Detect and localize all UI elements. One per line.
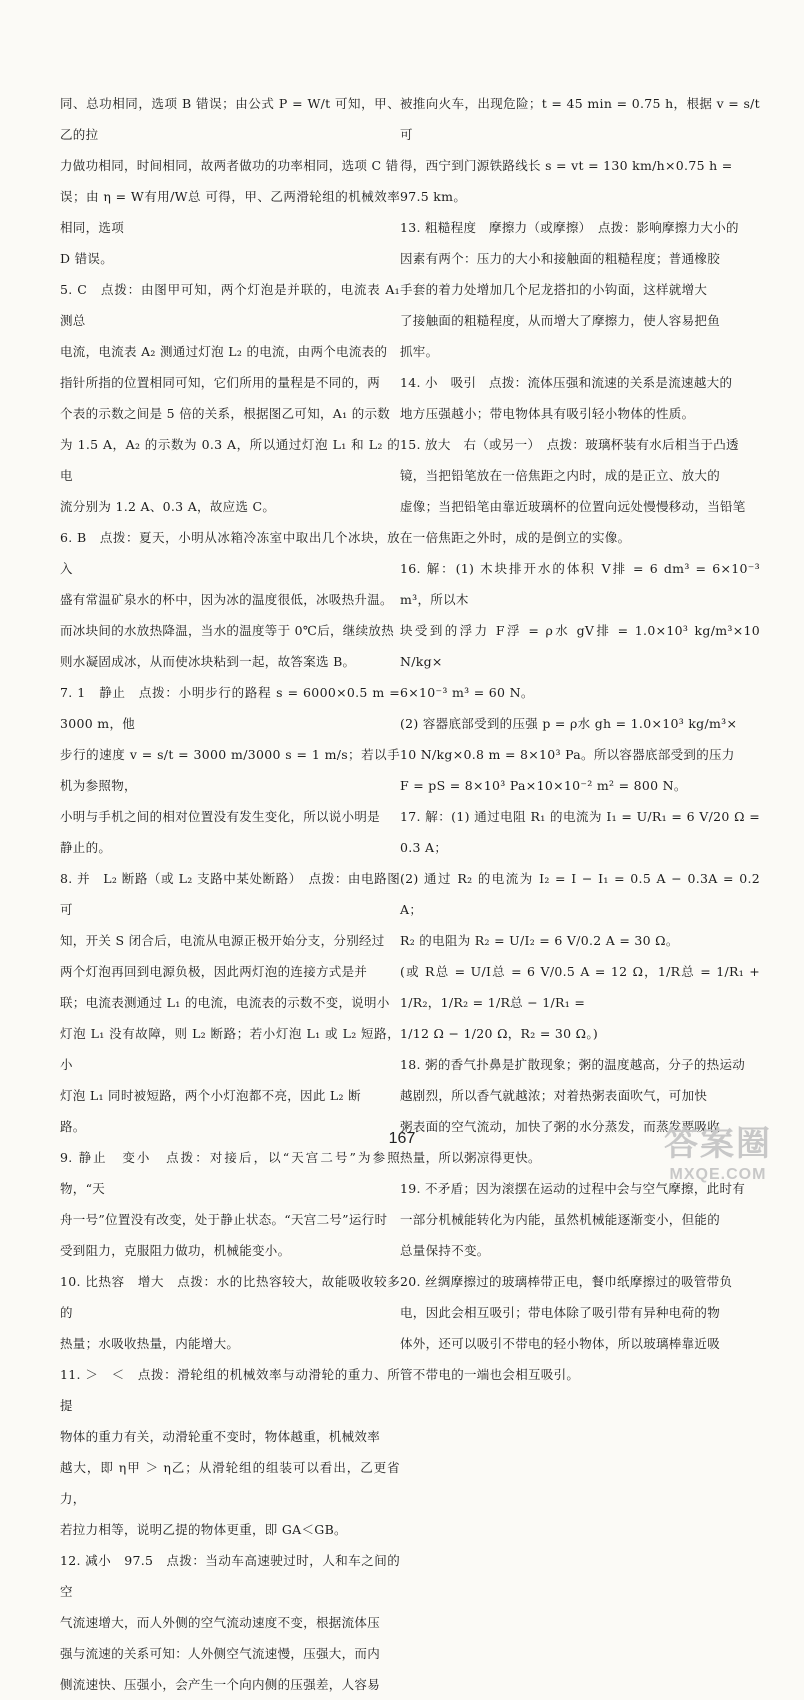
answer-line: 电流，电流表 A₂ 测通过灯泡 L₂ 的电流，由两个电流表的 [60, 344, 388, 359]
answer-line: 虚像；当把铅笔由靠近玻璃杯的位置向远处慢慢移动，当铅笔 [400, 499, 746, 514]
answer-item [60, 522, 400, 677]
answer-line: 18. 粥的香气扑鼻是扩散现象；粥的温度越高，分子的热运动 [400, 1057, 746, 1072]
answer-line: 力做功相同，时间相同，故两者做功的功率相同，选项 C 错 [60, 158, 399, 173]
answer-item [60, 1142, 400, 1266]
answer-line: 总量保持不变。 [400, 1243, 490, 1258]
answer-line: 一部分机械能转化为内能，虽然机械能逐渐变小，但能的 [400, 1212, 721, 1227]
answer-line: 为 1.5 A，A₂ 的示数为 0.3 A，所以通过灯泡 L₁ 和 L₂ 的电 [60, 437, 400, 483]
answer-line: 则水凝固成冰，从而使冰块粘到一起，故答案选 B。 [60, 654, 356, 669]
right-column [400, 88, 760, 1390]
answer-item [60, 677, 400, 863]
answer-line: 13. 粗糙程度 摩擦力（或摩擦） 点拨：影响摩擦力大小的 [400, 220, 739, 235]
answer-line: 电，因此会相互吸引；带电体除了吸引带有异种电荷的物 [400, 1305, 721, 1320]
answer-line: 小明与手机之间的相对位置没有发生变化，所以说小明是 [60, 809, 381, 824]
answer-line: 流分别为 1.2 A、0.3 A，故应选 C。 [60, 499, 276, 514]
answer-line: 10. 比热容 增大 点拨：水的比热容较大，故能吸收较多的 [60, 1274, 400, 1320]
answer-item [400, 553, 760, 801]
watermark-text: 答案圈 [664, 1125, 772, 1163]
answer-line: 15. 放大 右（或另一） 点拨：玻璃杯装有水后相当于凸透 [400, 437, 739, 452]
answer-line: F = pS = 8×10³ Pa×10×10⁻² m² = 800 N。 [400, 778, 687, 793]
answer-line: 6×10⁻³ m³ = 60 N。 [400, 685, 534, 700]
answer-line: 侧流速快、压强小，会产生一个向内侧的压强差，人容易 [60, 1677, 381, 1692]
watermark-url: MXQE.COM [669, 1166, 767, 1183]
answer-line: 受到阻力，克服阻力做功，机械能变小。 [60, 1243, 291, 1258]
answer-line: 块受到的浮力 F浮 = ρ水 gV排 = 1.0×10³ kg/m³×10 N/kg× [400, 623, 760, 669]
answer-line: 19. 不矛盾；因为滚摆在运动的过程中会与空气摩擦，此时有 [400, 1181, 746, 1196]
answer-line: 若拉力相等，说明乙提的物体更重，即 GA＜GB。 [60, 1522, 347, 1537]
answer-line: 静止的。 [60, 840, 112, 855]
answer-line: 7. 1 静止 点拨：小明步行的路程 s = 6000×0.5 m = 3000 m，他 [60, 685, 400, 731]
answer-line: 12. 减小 97.5 点拨：当动车高速驶过时，人和车之间的空 [60, 1553, 400, 1599]
answer-line: 越剧烈，所以香气就越浓；对着热粥表面吹气，可加快 [400, 1088, 708, 1103]
answer-line: 灯泡 L₁ 没有故障，则 L₂ 断路；若小灯泡 L₁ 或 L₂ 短路，小 [60, 1026, 400, 1072]
answer-line: 步行的速度 v = s/t = 3000 m/3000 s = 1 m/s；若以手机为参照物， [60, 747, 400, 793]
answer-line: 1/12 Ω − 1/20 Ω，R₂ = 30 Ω。) [400, 1026, 599, 1041]
answer-line: 得，西宁到门源铁路线长 s = vt = 130 km/h×0.75 h = [400, 158, 733, 173]
answer-line: 联；电流表测通过 L₁ 的电流，电流表的示数不变，说明小 [60, 995, 390, 1010]
answer-line: 指针所指的位置相同可知，它们所用的量程是不同的，两 [60, 375, 381, 390]
answer-line: 11. ＞ ＜ 点拨：滑轮组的机械效率与动滑轮的重力、所提 [60, 1367, 400, 1413]
answer-item [400, 429, 760, 553]
answer-line: 6. B 点拨：夏天，小明从冰箱冷冻室中取出几个冰块，放入 [60, 530, 400, 576]
answer-line: 两个灯泡再回到电源负极，因此两灯泡的连接方式是并 [60, 964, 368, 979]
answer-line: 误；由 η = W有用/W总 可得，甲、乙两滑轮组的机械效率相同，选项 [60, 189, 400, 235]
answer-line: 因素有两个：压力的大小和接触面的粗糙程度；普通橡胶 [400, 251, 721, 266]
answer-item [400, 801, 760, 1049]
answer-line: 8. 并 L₂ 断路（或 L₂ 支路中某处断路） 点拨：由电路图可 [60, 871, 400, 917]
answer-line: 地方压强越小；带电物体具有吸引轻小物体的性质。 [400, 406, 695, 421]
answer-line: 知，开关 S 闭合后，电流从电源正极开始分支，分别经过 [60, 933, 385, 948]
answer-item [60, 274, 400, 522]
answer-item [60, 1545, 400, 1700]
answer-item [400, 1266, 760, 1390]
answer-line: 97.5 km。 [400, 189, 467, 204]
answer-line: 越大，即 η甲 ＞ η乙；从滑轮组的组装可以看出，乙更省力， [60, 1460, 400, 1506]
answer-line: 16. 解：(1) 木块排开水的体积 V排 = 6 dm³ = 6×10⁻³ m³，所以木 [400, 561, 760, 607]
answer-line: 气流速增大，而人外侧的空气流动速度不变，根据流体压 [60, 1615, 381, 1630]
answer-line: 强与流速的关系可知：人外侧空气流速慢，压强大，而内 [60, 1646, 381, 1661]
answer-item [400, 88, 760, 212]
answer-line: 路。 [60, 1119, 86, 1134]
left-column [60, 88, 400, 1700]
answer-line: 9. 静止 变小 点拨：对接后，以“天宫二号”为参照物，“天 [60, 1150, 400, 1196]
answer-line: (2) 容器底部受到的压强 p = ρ水 gh = 1.0×10³ kg/m³× [400, 716, 738, 731]
answer-line: (或 R总 = U/I总 = 6 V/0.5 A = 12 Ω，1/R总 = 1/R₁ + 1/R₂，1/R₂ = 1/R总 − 1/R₁ = [400, 964, 760, 1010]
answer-line: 灯泡 L₁ 同时被短路，两个小灯泡都不亮，因此 L₂ 断 [60, 1088, 361, 1103]
answer-line: 热量；水吸收热量，内能增大。 [60, 1336, 240, 1351]
answer-item [400, 212, 760, 367]
answer-line: 镜，当把铅笔放在一倍焦距之内时，成的是正立、放大的 [400, 468, 721, 483]
answer-line: 热量，所以粥凉得更快。 [400, 1150, 541, 1165]
answer-line: (2) 通过 R₂ 的电流为 I₂ = I − I₁ = 0.5 A − 0.3A = 0.2 A； [400, 871, 760, 917]
answer-item [60, 88, 400, 274]
answer-item [400, 367, 760, 429]
answer-item [60, 1266, 400, 1359]
answer-item [60, 1359, 400, 1545]
answer-line: 在一倍焦距之外时，成的是倒立的实像。 [400, 530, 631, 545]
answer-line: D 错误。 [60, 251, 113, 266]
answer-line: 被推向火车，出现危险；t = 45 min = 0.75 h，根据 v = s/t 可 [400, 96, 760, 142]
answer-line: 物体的重力有关，动滑轮重不变时，物体越重，机械效率 [60, 1429, 381, 1444]
answer-line: 同、总功相同，选项 B 错误；由公式 P = W/t 可知，甲、乙的拉 [60, 96, 400, 142]
answer-line: 体外，还可以吸引不带电的轻小物体，所以玻璃棒靠近吸 [400, 1336, 721, 1351]
answer-line: 个表的示数之间是 5 倍的关系，根据图乙可知，A₁ 的示数 [60, 406, 391, 421]
page-number: 167 [388, 1130, 416, 1147]
answer-line: 抓牢。 [400, 344, 439, 359]
answer-line: 手套的着力处增加几个尼龙搭扣的小钩面，这样就增大 [400, 282, 708, 297]
answer-line: 17. 解：(1) 通过电阻 R₁ 的电流为 I₁ = U/R₁ = 6 V/20 Ω = 0.3 A； [400, 809, 760, 855]
answer-line: 14. 小 吸引 点拨：流体压强和流速的关系是流速越大的 [400, 375, 733, 390]
answer-line: 盛有常温矿泉水的杯中，因为冰的温度很低，冰吸热升温。 [60, 592, 393, 607]
answer-item [60, 863, 400, 1142]
answer-line: 舟一号”位置没有改变，处于静止状态。“天宫二号”运行时 [60, 1212, 388, 1227]
answer-line: 了接触面的粗糙程度，从而增大了摩擦力，使人容易把鱼 [400, 313, 721, 328]
answer-line: 粥表面的空气流动，加快了粥的水分蒸发，而蒸发要吸收 [400, 1119, 721, 1134]
answer-line: 管不带电的一端也会相互吸引。 [400, 1367, 580, 1382]
answer-line: R₂ 的电阻为 R₂ = U/I₂ = 6 V/0.2 A = 30 Ω。 [400, 933, 679, 948]
watermark-logo [648, 1122, 788, 1192]
answer-line: 而冰块间的水放热降温，当水的温度等于 0℃后，继续放热 [60, 623, 395, 638]
answer-line: 10 N/kg×0.8 m = 8×10³ Pa。所以容器底部受到的压力 [400, 747, 735, 762]
answer-line: 20. 丝绸摩擦过的玻璃棒带正电，餐巾纸摩擦过的吸管带负 [400, 1274, 733, 1289]
answer-line: 5. C 点拨：由图甲可知，两个灯泡是并联的，电流表 A₁ 测总 [60, 282, 400, 328]
